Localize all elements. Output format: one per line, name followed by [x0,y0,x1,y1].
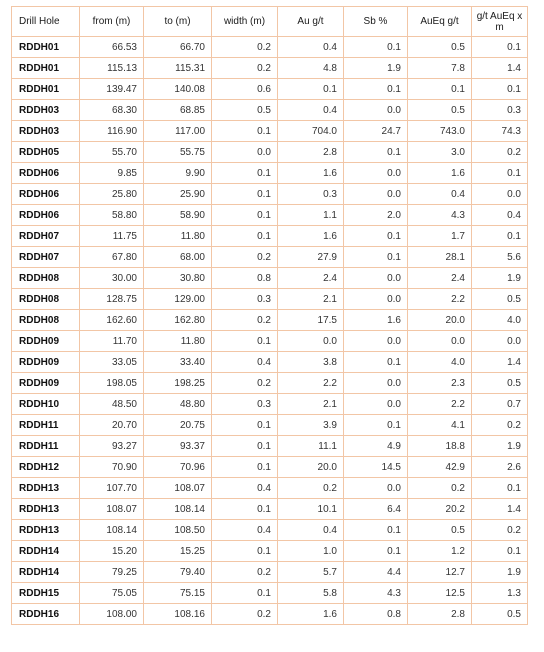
cell-drill-hole: RDDH01 [12,79,80,100]
cell-sb: 2.0 [344,205,408,226]
cell-sb: 0.1 [344,142,408,163]
cell-aueq-x-m: 0.1 [472,37,528,58]
cell-aueq: 743.0 [408,121,472,142]
cell-au: 2.1 [278,394,344,415]
cell-from: 108.00 [80,604,144,625]
cell-width: 0.3 [212,394,278,415]
table-body [12,37,528,625]
cell-from: 70.90 [80,457,144,478]
cell-from: 108.07 [80,499,144,520]
cell-width: 0.6 [212,79,278,100]
cell-drill-hole: RDDH03 [12,121,80,142]
cell-to: 198.25 [144,373,212,394]
cell-aueq: 2.2 [408,289,472,310]
cell-aueq-x-m: 5.6 [472,247,528,268]
cell-aueq-x-m: 0.0 [472,184,528,205]
table-row [12,541,528,562]
cell-to: 9.90 [144,163,212,184]
cell-from: 15.20 [80,541,144,562]
cell-aueq: 1.2 [408,541,472,562]
cell-drill-hole: RDDH12 [12,457,80,478]
table-row [12,268,528,289]
cell-drill-hole: RDDH08 [12,268,80,289]
cell-au: 704.0 [278,121,344,142]
cell-sb: 0.0 [344,394,408,415]
table-row [12,352,528,373]
cell-width: 0.1 [212,541,278,562]
cell-to: 58.90 [144,205,212,226]
cell-sb: 0.1 [344,352,408,373]
cell-aueq-x-m: 0.4 [472,205,528,226]
cell-to: 15.25 [144,541,212,562]
cell-drill-hole: RDDH01 [12,58,80,79]
cell-to: 108.16 [144,604,212,625]
cell-from: 9.85 [80,163,144,184]
header-au: Au g/t [278,7,344,37]
cell-from: 75.05 [80,583,144,604]
cell-from: 66.53 [80,37,144,58]
header-drill-hole: Drill Hole [12,7,80,37]
cell-aueq: 2.8 [408,604,472,625]
cell-au: 20.0 [278,457,344,478]
table-row [12,226,528,247]
cell-sb: 0.1 [344,226,408,247]
cell-drill-hole: RDDH07 [12,247,80,268]
cell-width: 0.8 [212,268,278,289]
cell-width: 0.1 [212,436,278,457]
cell-drill-hole: RDDH07 [12,226,80,247]
cell-width: 0.1 [212,226,278,247]
cell-aueq: 20.2 [408,499,472,520]
cell-au: 17.5 [278,310,344,331]
cell-width: 0.5 [212,100,278,121]
cell-aueq-x-m: 0.1 [472,79,528,100]
cell-au: 2.8 [278,142,344,163]
cell-aueq: 12.5 [408,583,472,604]
table-row [12,289,528,310]
table-row [12,562,528,583]
cell-drill-hole: RDDH11 [12,415,80,436]
cell-aueq-x-m: 0.1 [472,541,528,562]
cell-sb: 0.1 [344,247,408,268]
cell-from: 48.50 [80,394,144,415]
cell-from: 93.27 [80,436,144,457]
cell-aueq-x-m: 0.2 [472,415,528,436]
cell-aueq: 0.1 [408,79,472,100]
cell-to: 55.75 [144,142,212,163]
cell-aueq: 0.5 [408,100,472,121]
cell-width: 0.1 [212,121,278,142]
cell-drill-hole: RDDH06 [12,184,80,205]
table-row [12,457,528,478]
cell-aueq-x-m: 0.5 [472,373,528,394]
cell-au: 1.6 [278,163,344,184]
cell-au: 0.3 [278,184,344,205]
cell-to: 140.08 [144,79,212,100]
cell-aueq: 0.0 [408,331,472,352]
table-row [12,163,528,184]
cell-aueq-x-m: 0.0 [472,331,528,352]
cell-to: 108.07 [144,478,212,499]
cell-aueq: 4.1 [408,415,472,436]
cell-to: 129.00 [144,289,212,310]
table-row [12,373,528,394]
table-row [12,436,528,457]
table-row [12,205,528,226]
cell-aueq-x-m: 0.2 [472,520,528,541]
cell-width: 0.1 [212,184,278,205]
cell-from: 128.75 [80,289,144,310]
cell-width: 0.1 [212,415,278,436]
cell-to: 11.80 [144,226,212,247]
cell-sb: 0.1 [344,79,408,100]
cell-aueq-x-m: 4.0 [472,310,528,331]
cell-width: 0.2 [212,373,278,394]
cell-from: 58.80 [80,205,144,226]
header-from: from (m) [80,7,144,37]
cell-width: 0.2 [212,37,278,58]
cell-aueq: 42.9 [408,457,472,478]
cell-width: 0.2 [212,562,278,583]
cell-aueq-x-m: 1.4 [472,499,528,520]
cell-aueq: 0.4 [408,184,472,205]
cell-sb: 0.0 [344,268,408,289]
cell-drill-hole: RDDH03 [12,100,80,121]
table-row [12,520,528,541]
cell-sb: 0.1 [344,520,408,541]
cell-aueq-x-m: 0.3 [472,100,528,121]
cell-from: 67.80 [80,247,144,268]
cell-aueq: 2.3 [408,373,472,394]
cell-au: 2.2 [278,373,344,394]
cell-aueq: 2.2 [408,394,472,415]
cell-to: 93.37 [144,436,212,457]
cell-sb: 6.4 [344,499,408,520]
cell-width: 0.4 [212,352,278,373]
cell-to: 25.90 [144,184,212,205]
cell-au: 10.1 [278,499,344,520]
cell-sb: 0.1 [344,415,408,436]
cell-aueq: 4.0 [408,352,472,373]
cell-aueq-x-m: 2.6 [472,457,528,478]
cell-from: 107.70 [80,478,144,499]
cell-to: 66.70 [144,37,212,58]
cell-to: 79.40 [144,562,212,583]
cell-aueq: 0.2 [408,478,472,499]
header-sb: Sb % [344,7,408,37]
cell-sb: 0.0 [344,331,408,352]
table-row [12,604,528,625]
cell-au: 1.0 [278,541,344,562]
cell-au: 0.4 [278,37,344,58]
cell-aueq-x-m: 1.3 [472,583,528,604]
cell-au: 5.8 [278,583,344,604]
cell-au: 0.1 [278,79,344,100]
cell-au: 0.4 [278,520,344,541]
table-row [12,310,528,331]
cell-aueq-x-m: 0.1 [472,163,528,184]
cell-width: 0.2 [212,247,278,268]
cell-au: 27.9 [278,247,344,268]
cell-sb: 24.7 [344,121,408,142]
cell-width: 0.1 [212,457,278,478]
table-row [12,100,528,121]
cell-drill-hole: RDDH14 [12,541,80,562]
cell-to: 162.80 [144,310,212,331]
cell-from: 79.25 [80,562,144,583]
cell-to: 68.85 [144,100,212,121]
cell-drill-hole: RDDH06 [12,163,80,184]
cell-width: 0.3 [212,289,278,310]
cell-to: 11.80 [144,331,212,352]
cell-to: 33.40 [144,352,212,373]
cell-sb: 1.9 [344,58,408,79]
cell-aueq-x-m: 0.5 [472,604,528,625]
cell-aueq: 2.4 [408,268,472,289]
cell-aueq: 28.1 [408,247,472,268]
table-row [12,415,528,436]
cell-from: 25.80 [80,184,144,205]
cell-width: 0.1 [212,163,278,184]
cell-width: 0.2 [212,58,278,79]
cell-au: 1.6 [278,604,344,625]
cell-from: 55.70 [80,142,144,163]
cell-aueq: 18.8 [408,436,472,457]
cell-to: 30.80 [144,268,212,289]
table-row [12,478,528,499]
table-row [12,394,528,415]
cell-aueq: 7.8 [408,58,472,79]
cell-sb: 0.1 [344,541,408,562]
header-aueq: AuEq g/t [408,7,472,37]
cell-from: 11.75 [80,226,144,247]
cell-to: 117.00 [144,121,212,142]
table-row [12,79,528,100]
cell-drill-hole: RDDH08 [12,289,80,310]
table-row [12,142,528,163]
cell-drill-hole: RDDH09 [12,331,80,352]
cell-to: 75.15 [144,583,212,604]
cell-aueq-x-m: 0.2 [472,142,528,163]
cell-aueq: 0.5 [408,520,472,541]
cell-from: 198.05 [80,373,144,394]
cell-au: 3.9 [278,415,344,436]
cell-aueq: 12.7 [408,562,472,583]
cell-from: 108.14 [80,520,144,541]
cell-au: 2.1 [278,289,344,310]
cell-aueq-x-m: 1.9 [472,268,528,289]
cell-aueq: 1.7 [408,226,472,247]
cell-drill-hole: RDDH05 [12,142,80,163]
cell-from: 33.05 [80,352,144,373]
header-width: width (m) [212,7,278,37]
cell-sb: 0.0 [344,289,408,310]
cell-width: 0.0 [212,142,278,163]
cell-drill-hole: RDDH09 [12,373,80,394]
cell-aueq-x-m: 0.1 [472,226,528,247]
cell-au: 5.7 [278,562,344,583]
cell-au: 0.4 [278,100,344,121]
cell-width: 0.1 [212,499,278,520]
drill-results-table-container [11,6,528,625]
cell-from: 139.47 [80,79,144,100]
cell-aueq: 1.6 [408,163,472,184]
cell-au: 4.8 [278,58,344,79]
cell-to: 20.75 [144,415,212,436]
cell-to: 48.80 [144,394,212,415]
cell-from: 11.70 [80,331,144,352]
cell-sb: 14.5 [344,457,408,478]
table-row [12,121,528,142]
cell-drill-hole: RDDH13 [12,478,80,499]
cell-sb: 0.0 [344,163,408,184]
cell-aueq-x-m: 1.9 [472,562,528,583]
cell-sb: 0.1 [344,37,408,58]
header-row [12,7,528,37]
cell-width: 0.4 [212,520,278,541]
cell-width: 0.1 [212,331,278,352]
cell-from: 116.90 [80,121,144,142]
cell-width: 0.2 [212,310,278,331]
cell-sb: 4.9 [344,436,408,457]
cell-to: 115.31 [144,58,212,79]
cell-aueq-x-m: 0.5 [472,289,528,310]
cell-au: 2.4 [278,268,344,289]
cell-drill-hole: RDDH06 [12,205,80,226]
table-row [12,184,528,205]
cell-to: 70.96 [144,457,212,478]
cell-aueq: 3.0 [408,142,472,163]
cell-sb: 0.8 [344,604,408,625]
cell-from: 20.70 [80,415,144,436]
cell-drill-hole: RDDH10 [12,394,80,415]
cell-aueq-x-m: 0.7 [472,394,528,415]
cell-au: 1.1 [278,205,344,226]
cell-sb: 4.3 [344,583,408,604]
cell-width: 0.1 [212,583,278,604]
table-row [12,247,528,268]
cell-aueq: 4.3 [408,205,472,226]
table-row [12,58,528,79]
cell-au: 0.0 [278,331,344,352]
cell-au: 1.6 [278,226,344,247]
cell-to: 108.14 [144,499,212,520]
cell-aueq: 0.5 [408,37,472,58]
cell-sb: 0.0 [344,184,408,205]
cell-drill-hole: RDDH14 [12,562,80,583]
cell-aueq-x-m: 1.4 [472,352,528,373]
cell-from: 115.13 [80,58,144,79]
cell-aueq-x-m: 0.1 [472,478,528,499]
cell-from: 68.30 [80,100,144,121]
table-row [12,331,528,352]
cell-drill-hole: RDDH01 [12,37,80,58]
cell-from: 30.00 [80,268,144,289]
cell-to: 108.50 [144,520,212,541]
cell-sb: 1.6 [344,310,408,331]
table-row [12,583,528,604]
table-row [12,499,528,520]
cell-drill-hole: RDDH13 [12,499,80,520]
cell-width: 0.4 [212,478,278,499]
table-header [12,7,528,37]
cell-drill-hole: RDDH16 [12,604,80,625]
cell-aueq-x-m: 1.4 [472,58,528,79]
cell-drill-hole: RDDH15 [12,583,80,604]
drill-results-table [11,6,528,625]
cell-au: 11.1 [278,436,344,457]
cell-drill-hole: RDDH08 [12,310,80,331]
cell-sb: 4.4 [344,562,408,583]
cell-aueq-x-m: 74.3 [472,121,528,142]
cell-width: 0.1 [212,205,278,226]
cell-sb: 0.0 [344,100,408,121]
cell-width: 0.2 [212,604,278,625]
header-aueq-x-m: g/t AuEq x m [472,7,528,37]
header-to: to (m) [144,7,212,37]
cell-sb: 0.0 [344,373,408,394]
cell-drill-hole: RDDH13 [12,520,80,541]
cell-to: 68.00 [144,247,212,268]
cell-sb: 0.0 [344,478,408,499]
cell-aueq-x-m: 1.9 [472,436,528,457]
table-row [12,37,528,58]
cell-au: 0.2 [278,478,344,499]
cell-drill-hole: RDDH11 [12,436,80,457]
cell-au: 3.8 [278,352,344,373]
cell-aueq: 20.0 [408,310,472,331]
cell-drill-hole: RDDH09 [12,352,80,373]
cell-from: 162.60 [80,310,144,331]
